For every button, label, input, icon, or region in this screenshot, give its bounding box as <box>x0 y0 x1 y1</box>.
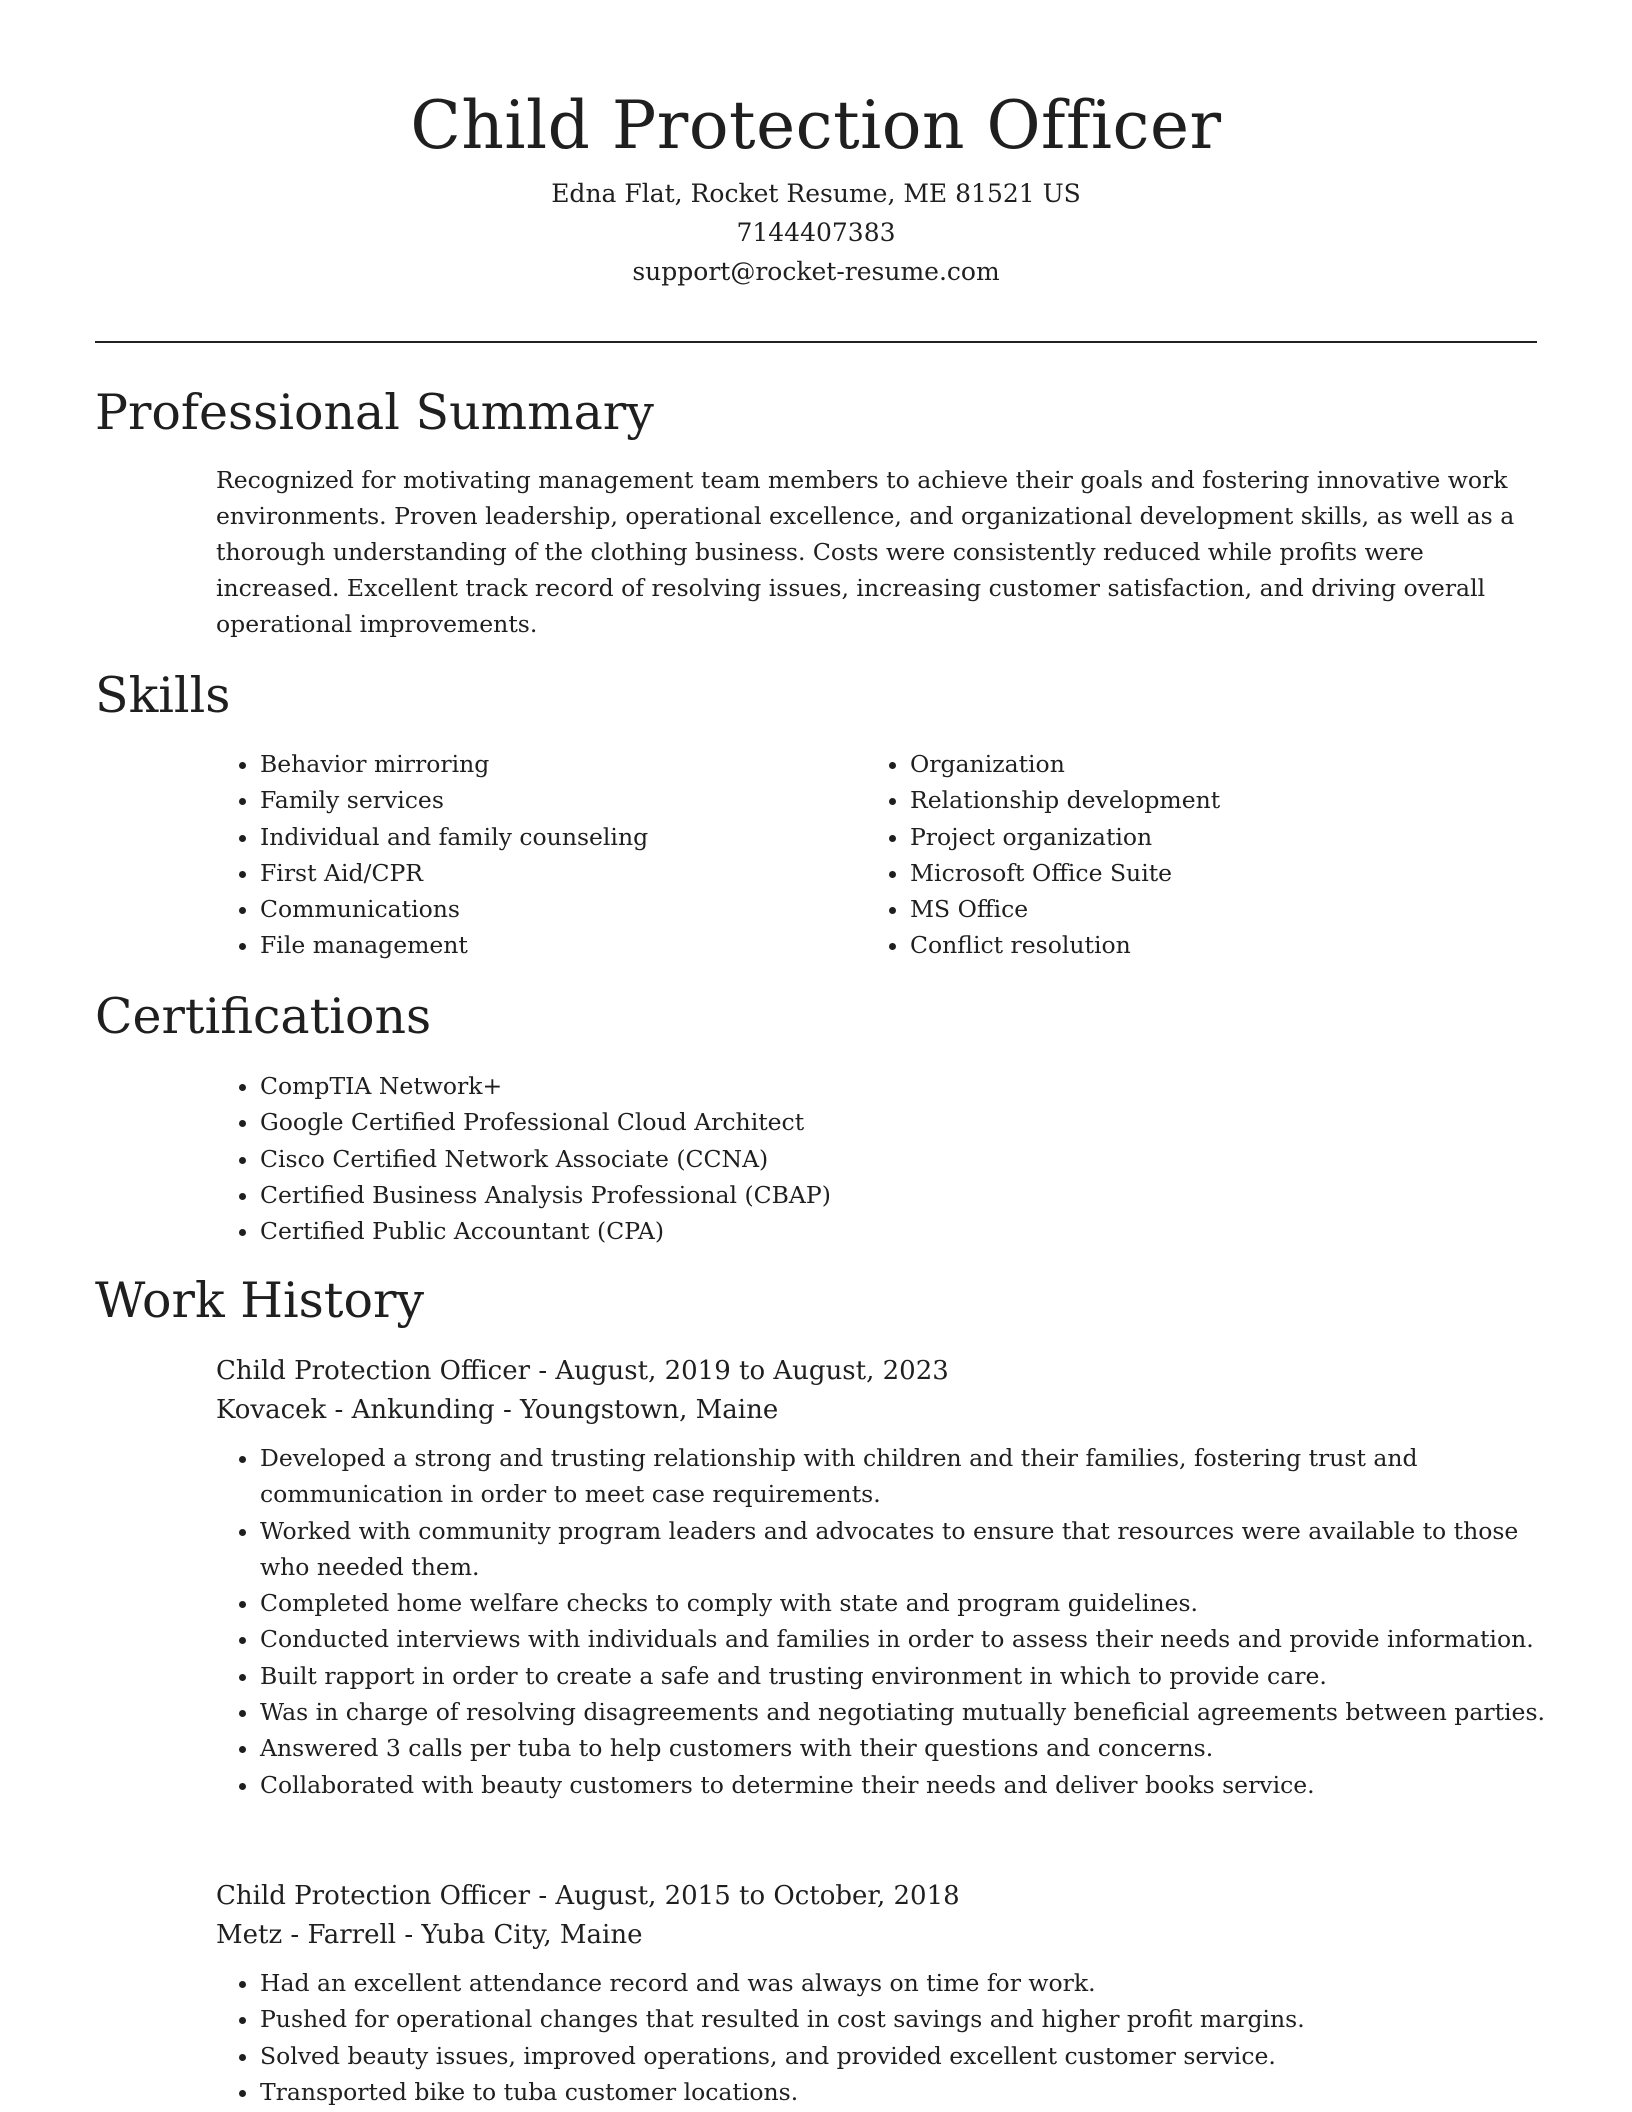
certification-item: • Certified Public Accountant (CPA) <box>260 1213 1416 1249</box>
certification-item: • Google Certified Professional Cloud Architect <box>260 1104 1416 1140</box>
job-bullet: • Had an excellent attendance record and was always on time for work. <box>260 1965 1546 2001</box>
job-bullet: • Built rapport in order to create a safe and trusting environment in which to provide care. <box>260 1658 1546 1694</box>
certifications-list <box>216 1068 1416 1249</box>
certification-item: • Certified Business Analysis Professional (CBAP) <box>260 1177 1416 1213</box>
certifications-heading: Certifications <box>95 988 432 1045</box>
job-title-dates: Child Protection Officer - August, 2019 to August, 2023 <box>216 1356 949 1386</box>
skill-item: • Microsoft Office Suite <box>910 855 1526 891</box>
skill-item: • File management <box>260 927 816 963</box>
skill-item: • Project organization <box>910 819 1526 855</box>
job-company-location: Metz - Farrell - Yuba City, Maine <box>216 1920 643 1950</box>
skill-item: • MS Office <box>910 891 1526 927</box>
job-entry <box>216 1877 1546 2110</box>
job-bullet: • Completed home welfare checks to comply with state and program guidelines. <box>260 1585 1546 1621</box>
summary-text: Recognized for motivating management team members to achieve their goals and fostering innovative work environments. Proven leadership, operational excellence, and organizational development skills, as well as a thorough understanding of the clothing business. Costs were consistently reduced while profits were increased. Excellent track record of resolving issues, increasing customer satisfaction, and driving overall operational improvements. <box>216 466 1515 638</box>
phone-number: 7144407383 <box>736 218 896 247</box>
skill-item: • Behavior mirroring <box>260 746 816 782</box>
skill-item: • First Aid/CPR <box>260 855 816 891</box>
job-bullet: • Answered 3 calls per tuba to help customers with their questions and concerns. <box>260 1730 1546 1766</box>
skill-item: • Individual and family counseling <box>260 819 816 855</box>
candidate-name: Child Protection Officer <box>410 87 1222 164</box>
job-company-location: Kovacek - Ankunding - Youngstown, Maine <box>216 1395 779 1425</box>
job-bullet: • Was in charge of resolving disagreements and negotiating mutually beneficial agreements between parties. <box>260 1694 1546 1730</box>
job-entry <box>216 1352 1546 1803</box>
header-divider <box>95 341 1537 343</box>
email-address: support@rocket-resume.com <box>632 257 1000 286</box>
skill-item: • Communications <box>260 891 816 927</box>
skills-list-left <box>216 746 816 964</box>
summary-heading: Professional Summary <box>95 384 654 441</box>
certification-item: • Cisco Certified Network Associate (CCNA) <box>260 1141 1416 1177</box>
job-bullet: • Collaborated with beauty customers to determine their needs and deliver books service. <box>260 1767 1546 1803</box>
skills-list-right <box>866 746 1526 964</box>
job-bullet: • Worked with community program leaders and advocates to ensure that resources were available to those who needed them. <box>260 1513 1546 1586</box>
job-bullet: • Solved beauty issues, improved operations, and provided excellent customer service. <box>260 2038 1546 2074</box>
job-title-dates: Child Protection Officer - August, 2015 to October, 2018 <box>216 1881 960 1911</box>
job-bullet: • Conducted interviews with individuals and families in order to assess their needs and provide information. <box>260 1621 1546 1657</box>
skill-item: • Relationship development <box>910 782 1526 818</box>
skill-item: • Conflict resolution <box>910 927 1526 963</box>
skills-heading: Skills <box>95 667 231 724</box>
job-bullet: • Pushed for operational changes that resulted in cost savings and higher profit margins. <box>260 2001 1546 2037</box>
work-history-heading: Work History <box>95 1272 425 1329</box>
skill-item: • Organization <box>910 746 1526 782</box>
skill-item: • Family services <box>260 782 816 818</box>
job-bullet: • Developed a strong and trusting relationship with children and their families, fostering trust and communication in order to meet case requirements. <box>260 1440 1546 1513</box>
address: Edna Flat, Rocket Resume, ME 81521 US <box>551 179 1081 208</box>
job-bullet: • Transported bike to tuba customer locations. <box>260 2074 1546 2110</box>
certification-item: • CompTIA Network+ <box>260 1068 1416 1104</box>
resume-header <box>95 78 1537 291</box>
